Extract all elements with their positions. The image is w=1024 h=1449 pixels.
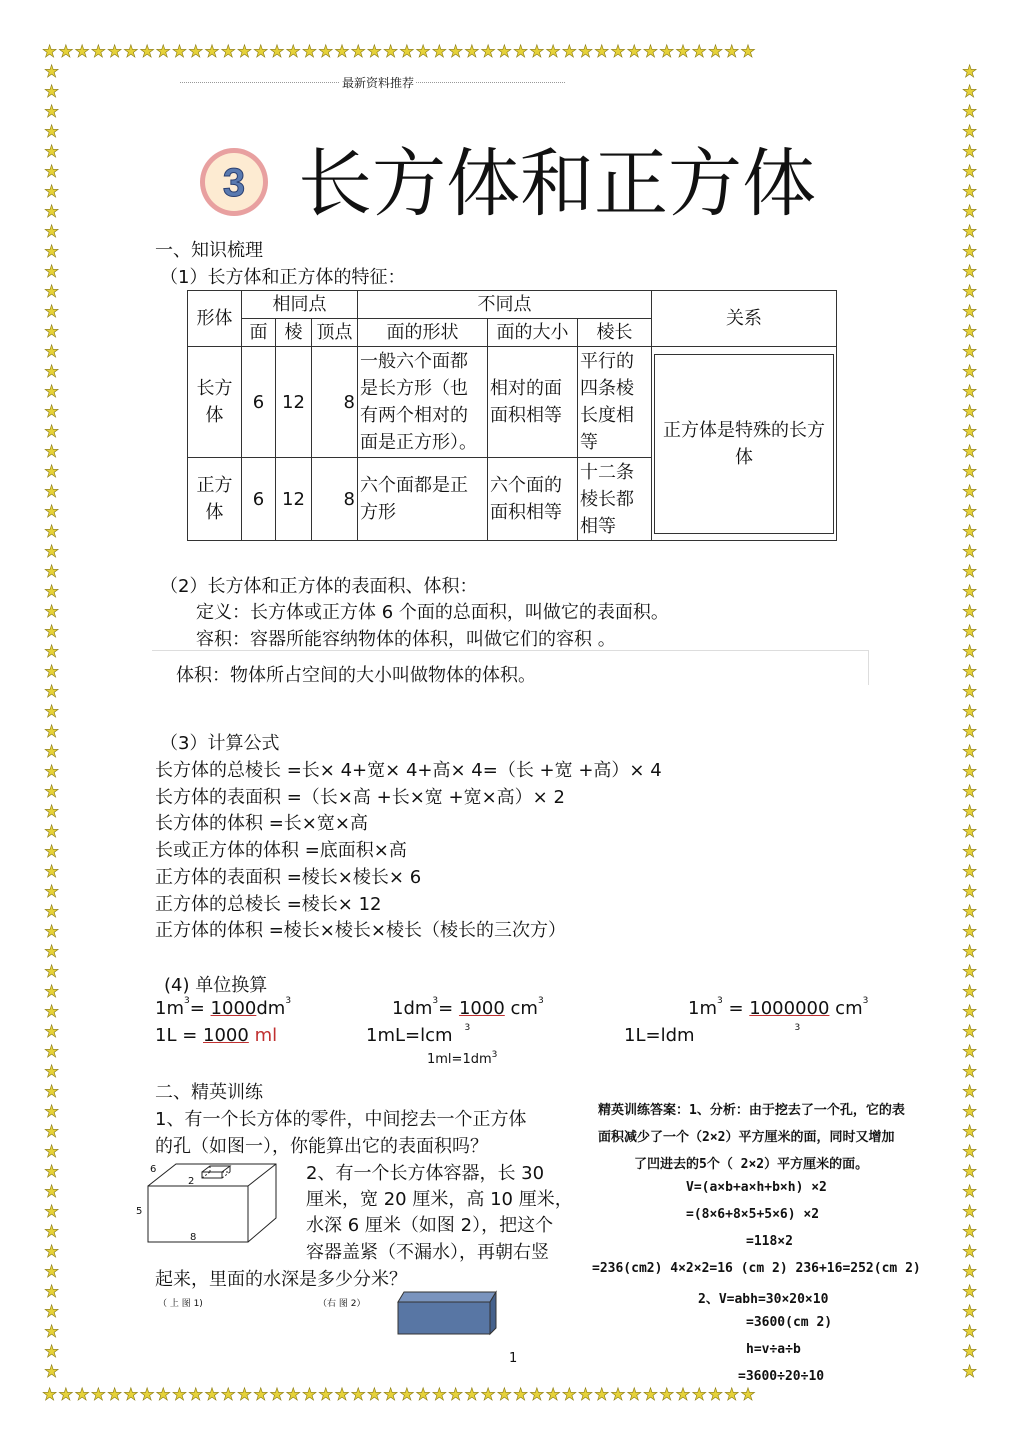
- cell-face: 6: [242, 347, 276, 458]
- cell-shape: 正方体: [188, 458, 242, 541]
- formula-3: 长方体的体积 =长×宽×高: [155, 813, 368, 834]
- sub2-heading: （2）长方体和正方体的表面积、体积：: [160, 576, 478, 597]
- th-diff: 不同点: [358, 291, 652, 319]
- th-edge-len: 棱长: [578, 319, 652, 347]
- section1-heading: 一、知识梳理: [155, 240, 263, 261]
- th-face-shape: 面的形状: [358, 319, 488, 347]
- def-surface: 定义：长方体或正方体 6 个面的总面积，叫做它的表面积。: [196, 602, 669, 623]
- cell-vertex: 8: [312, 458, 358, 541]
- star-border-left: ★ ★ ★ ★ ★ ★ ★ ★ ★ ★ ★ ★ ★ ★ ★ ★ ★ ★ ★ ★ ★ ★ ★ ★ ★ ★ ★ ★ ★ ★ ★ ★ ★ ★ ★ ★ ★ ★ ★ ★ ★ ★ ★ ★ ★ ★ ★ ★ ★ ★ ★ ★ ★ ★ ★ ★ ★ ★ ★ ★ ★ ★ ★ ★ ★ ★: [44, 62, 60, 1382]
- question-2-line-1: 2、有一个长方体容器，长 30: [306, 1163, 545, 1184]
- unit-ml-cm3: 1mL=lcm $^3$: [366, 1023, 471, 1046]
- formula-2: 长方体的表面积 =（长×高 +长×宽 +宽×高）× 2: [155, 787, 565, 808]
- answer-line-2: 面积减少了一个（2×2）平方厘米的面，同时又增加: [598, 1130, 895, 1145]
- answer-line-1: 精英训练答案：1、分析：由于挖去了一个孔，它的表: [598, 1103, 905, 1118]
- page-title: 长方体和正方体: [298, 141, 816, 227]
- cell-face: 6: [242, 458, 276, 541]
- question-1-line-2: 的孔（如图一），你能算出它的表面积吗？: [155, 1136, 488, 1157]
- unit-ml-dm3: $1ml=1dm^3$: [427, 1050, 498, 1067]
- answer-line-10: h=v÷a÷b: [746, 1342, 801, 1357]
- fig2-caption: （右 图 2）: [318, 1299, 366, 1309]
- table-row: [188, 347, 837, 458]
- cell-edge-len: 十二条棱长都相等: [578, 458, 652, 541]
- fig1-label-2: 2: [188, 1176, 195, 1187]
- th-face: 面: [242, 319, 276, 347]
- formula-7: 正方体的体积 =棱长×棱长×棱长（棱长的三次方）: [155, 920, 566, 941]
- section2-heading: 二、精英训练: [155, 1082, 263, 1103]
- th-relation: 关系: [652, 291, 837, 347]
- formula-1: 长方体的总棱长 =长× 4+宽× 4+高× 4=（长 +宽 +高）× 4: [155, 760, 662, 781]
- question-2-line-3: 水深 6 厘米（如图 2），把这个: [306, 1215, 554, 1236]
- answer-line-11: =3600÷20÷10: [738, 1369, 825, 1384]
- top-note: 最新资料推荐: [180, 74, 565, 90]
- relation-text: 正方体是特殊的长方体: [663, 419, 825, 468]
- answer-line-9: =3600(cm 2): [746, 1315, 833, 1330]
- star-border-top: ★★★★★★★★★★★★★★★★★★★★★★★★★★★★★★★★★★★★★★★★★★★★: [42, 42, 757, 62]
- answer-line-5: =(8×6+8×5+5×6) ×2: [686, 1207, 820, 1222]
- fig1-label-6: 6: [150, 1164, 157, 1175]
- def-capacity: 容积：容器所能容纳物体的体积，叫做它们的容积 。: [196, 629, 616, 650]
- answer-line-3: 了凹进去的5个（ 2×2）平方厘米的面。: [634, 1157, 869, 1172]
- answer-line-4: V=(a×b+a×h+b×h) ×2: [686, 1180, 827, 1195]
- answer-line-6: =118×2: [746, 1234, 793, 1249]
- question-2-line-5: 起来，里面的水深是多少分米？: [155, 1269, 407, 1290]
- th-shape: 形体: [188, 291, 242, 347]
- unit-m3-cm3: $1m^3 = 1000000$ $cm^3$: [688, 996, 869, 1019]
- volume-box: [152, 650, 869, 685]
- th-edge: 棱: [276, 319, 312, 347]
- answer-line-7: =236(cm2) 4×2×2=16 (cm 2) 236+16=252(cm 2): [592, 1261, 921, 1276]
- cell-edge: 12: [276, 458, 312, 541]
- unit-dm3-cm3: $1dm^3= 1000$ $cm^3$: [392, 996, 544, 1019]
- cell-edge-len: 平行的四条棱长度相等: [578, 347, 652, 458]
- star-border-bottom: ★★★★★★★★★★★★★★★★★★★★★★★★★★★★★★★★★★★★★★★★★★★★: [42, 1385, 757, 1405]
- cell-relation: [652, 347, 837, 541]
- question-2-line-2: 厘米，宽 20 厘米，高 10 厘米，: [306, 1189, 573, 1210]
- question-1-line-1: 1、有一个长方体的零件，中间挖去一个正方体: [155, 1109, 527, 1130]
- cell-vertex: 8: [312, 347, 358, 458]
- star-border-right: ★ ★ ★ ★ ★ ★ ★ ★ ★ ★ ★ ★ ★ ★ ★ ★ ★ ★ ★ ★ ★ ★ ★ ★ ★ ★ ★ ★ ★ ★ ★ ★ ★ ★ ★ ★ ★ ★ ★ ★ ★ ★ ★ ★ ★ ★ ★ ★ ★ ★ ★ ★ ★ ★ ★ ★ ★ ★ ★ ★ ★ ★ ★ ★ ★ ★: [962, 62, 978, 1382]
- figure-1: [132, 1160, 292, 1250]
- features-table: [187, 290, 837, 541]
- formula-6: 正方体的总棱长 =棱长× 12: [155, 894, 382, 915]
- question-2-line-4: 容器盖紧（不漏水），再朝右竖: [306, 1242, 549, 1263]
- th-same: 相同点: [242, 291, 358, 319]
- unit-m3-dm3: $1m^3= 1000dm^3$: [155, 996, 292, 1019]
- figure-2-water-block: [394, 1290, 498, 1336]
- fig1-caption: （ 上 图 1): [158, 1299, 203, 1309]
- unit-l-dm3: 1L=ldm $^3$: [624, 1023, 801, 1046]
- cell-edge: 12: [276, 347, 312, 458]
- answer-line-8: 2、V=abh=30×20×10: [698, 1292, 829, 1307]
- fig1-label-8: 8: [190, 1232, 197, 1243]
- svg-text:3: 3: [222, 161, 246, 205]
- def-volume: 体积：物体所占空间的大小叫做物体的体积。: [176, 665, 536, 686]
- sub3-heading: （3）计算公式: [160, 733, 280, 754]
- sub4-heading: (4) 单位换算: [164, 975, 268, 996]
- formula-4: 长或正方体的体积 =底面积×高: [155, 840, 407, 861]
- fig1-label-5: 5: [136, 1206, 143, 1217]
- cell-face-size: 六个面的面积相等: [488, 458, 578, 541]
- cell-shape: 长方体: [188, 347, 242, 458]
- chapter-badge: [198, 146, 270, 218]
- cell-face-shape: 六个面都是正方形: [358, 458, 488, 541]
- th-face-size: 面的大小: [488, 319, 578, 347]
- unit-l-ml: 1L = 1000 ml: [155, 1025, 278, 1046]
- page-number: 1: [509, 1351, 518, 1366]
- sub1-heading: （1）长方体和正方体的特征：: [160, 267, 406, 288]
- cell-face-shape: 一般六个面都是长方形（也有两个相对的面是正方形）。: [358, 347, 488, 458]
- formula-5: 正方体的表面积 =棱长×棱长× 6: [155, 867, 422, 888]
- th-vertex: 顶点: [312, 319, 358, 347]
- cell-face-size: 相对的面面积相等: [488, 347, 578, 458]
